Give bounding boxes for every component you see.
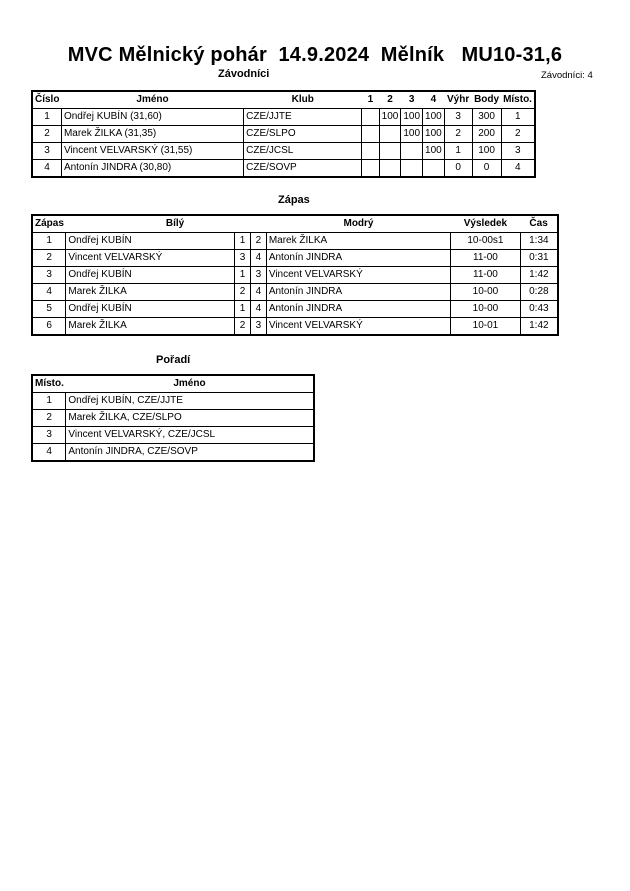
table-cell: 4 xyxy=(250,284,266,301)
table-row xyxy=(32,126,535,143)
table-cell: CZE/JCSL xyxy=(244,143,362,160)
table-cell: 1 xyxy=(235,267,251,284)
table-cell: Antonín JINDRA xyxy=(266,301,450,318)
page-title: MVC Mělnický pohár 14.9.2024 Mělník MU10-31,6 xyxy=(67,44,563,66)
table-cell: 3 xyxy=(235,250,251,267)
table-cell: 3 xyxy=(32,143,61,160)
table-cell: Marek ŽILKA xyxy=(66,284,235,301)
table-cell: 100 xyxy=(423,143,445,160)
table-cell: 3 xyxy=(250,318,266,336)
table-cell: Marek ŽILKA xyxy=(66,318,235,336)
table-cell xyxy=(362,109,379,126)
table-cell: Ondřej KUBÍN xyxy=(66,267,235,284)
table-cell: 2 xyxy=(444,126,472,143)
competitors-heading: Závodníci xyxy=(218,68,270,80)
table-cell: Antonín JINDRA xyxy=(266,284,450,301)
table-cell: 2 xyxy=(250,233,266,250)
table-cell: 1 xyxy=(32,233,66,250)
table-row xyxy=(32,267,558,284)
table-cell: 100 xyxy=(472,143,501,160)
table-cell: 4 xyxy=(501,160,535,178)
table-row xyxy=(32,284,558,301)
table-cell: 4 xyxy=(32,284,66,301)
table-cell: 10-01 xyxy=(451,318,521,336)
table-cell: CZE/SOVP xyxy=(244,160,362,178)
table-cell: 2 xyxy=(501,126,535,143)
table-cell: 100 xyxy=(401,109,423,126)
table-cell: 3 xyxy=(250,267,266,284)
table-cell: 0 xyxy=(472,160,501,178)
table-cell: 100 xyxy=(401,126,423,143)
table-row xyxy=(32,109,535,126)
table-row xyxy=(32,410,314,427)
table-cell: Marek ŽILKA, CZE/SLPO xyxy=(66,410,314,427)
table-cell: 200 xyxy=(472,126,501,143)
table-row xyxy=(32,143,535,160)
table-cell: CZE/JJTE xyxy=(244,109,362,126)
table-cell: 2 xyxy=(32,126,61,143)
table-cell: 3 xyxy=(32,267,66,284)
table-cell: 100 xyxy=(423,109,445,126)
table-cell xyxy=(362,143,379,160)
table-cell: Vincent VELVARSKÝ xyxy=(66,250,235,267)
column-header: 3 xyxy=(401,91,423,109)
table-cell: 4 xyxy=(32,444,66,462)
table-cell: 0:31 xyxy=(520,250,558,267)
table-cell: 4 xyxy=(32,160,61,178)
competitors-count: Závodníci: 4 xyxy=(541,70,593,81)
table-cell: Vincent VELVARSKÝ (31,55) xyxy=(61,143,243,160)
table-cell: Vincent VELVARSKÝ, CZE/JCSL xyxy=(66,427,314,444)
table-cell: 1:42 xyxy=(520,267,558,284)
table-cell: Antonín JINDRA, CZE/SOVP xyxy=(66,444,314,462)
table-cell: Marek ŽILKA (31,35) xyxy=(61,126,243,143)
table-cell xyxy=(401,160,423,178)
table-cell: Vincent VELVARSKÝ xyxy=(266,267,450,284)
table-cell: 300 xyxy=(472,109,501,126)
column-header: Body xyxy=(472,91,501,109)
column-header: 4 xyxy=(423,91,445,109)
table-cell xyxy=(379,126,401,143)
table-cell: 1 xyxy=(235,233,251,250)
column-header: 2 xyxy=(379,91,401,109)
table-cell: 10-00 xyxy=(451,284,521,301)
table-cell xyxy=(423,160,445,178)
column-header: Číslo xyxy=(32,91,61,109)
table-row xyxy=(32,160,535,178)
column-header: Jméno xyxy=(61,91,243,109)
column-header: Klub xyxy=(244,91,362,109)
table-cell: 3 xyxy=(501,143,535,160)
table-cell: 1:34 xyxy=(520,233,558,250)
column-header: Modrý xyxy=(266,215,450,233)
table-cell: 11-00 xyxy=(451,250,521,267)
table-cell: 6 xyxy=(32,318,66,336)
table-cell: 5 xyxy=(32,301,66,318)
competitors-table xyxy=(31,90,536,178)
table-cell: Vincent VELVARSKÝ xyxy=(266,318,450,336)
column-header: Místo. xyxy=(501,91,535,109)
table-cell xyxy=(362,160,379,178)
column-header: Výsledek xyxy=(451,215,521,233)
table-cell: Ondřej KUBÍN (31,60) xyxy=(61,109,243,126)
table-cell xyxy=(401,143,423,160)
table-cell: 1:42 xyxy=(520,318,558,336)
ranking-table xyxy=(31,374,315,462)
table-cell: 1 xyxy=(32,109,61,126)
table-cell: 100 xyxy=(423,126,445,143)
table-cell: CZE/SLPO xyxy=(244,126,362,143)
table-row xyxy=(32,427,314,444)
table-cell: 100 xyxy=(379,109,401,126)
table-row xyxy=(32,318,558,336)
table-cell xyxy=(379,160,401,178)
table-cell: 0:28 xyxy=(520,284,558,301)
table-cell: Ondřej KUBÍN xyxy=(66,301,235,318)
matches-table xyxy=(31,214,559,336)
column-header: Místo. xyxy=(32,375,66,393)
table-cell: Ondřej KUBÍN, CZE/JJTE xyxy=(66,393,314,410)
table-cell: Marek ŽILKA xyxy=(266,233,450,250)
table-row xyxy=(32,301,558,318)
table-cell: 1 xyxy=(235,301,251,318)
table-cell: 3 xyxy=(444,109,472,126)
table-cell: 2 xyxy=(235,318,251,336)
ranking-heading: Pořadí xyxy=(156,354,191,366)
table-cell: 10-00 xyxy=(451,301,521,318)
column-header: Zápas xyxy=(32,215,66,233)
table-cell: 10-00s1 xyxy=(451,233,521,250)
table-row xyxy=(32,444,314,462)
matches-heading: Zápas xyxy=(278,194,310,206)
table-cell: 1 xyxy=(501,109,535,126)
table-cell: Antonín JINDRA xyxy=(266,250,450,267)
table-cell: 3 xyxy=(32,427,66,444)
table-cell: Ondřej KUBÍN xyxy=(66,233,235,250)
table-cell xyxy=(379,143,401,160)
column-header: 1 xyxy=(362,91,379,109)
table-cell: 2 xyxy=(32,250,66,267)
table-cell: 4 xyxy=(250,301,266,318)
table-cell: 2 xyxy=(32,410,66,427)
table-cell: 4 xyxy=(250,250,266,267)
table-cell: 1 xyxy=(444,143,472,160)
table-cell: 2 xyxy=(235,284,251,301)
column-header: Jméno xyxy=(66,375,314,393)
column-header: Čas xyxy=(520,215,558,233)
table-cell xyxy=(362,126,379,143)
table-row xyxy=(32,233,558,250)
column-header: Výhr xyxy=(444,91,472,109)
table-cell: 0:43 xyxy=(520,301,558,318)
table-row xyxy=(32,250,558,267)
table-cell: 0 xyxy=(444,160,472,178)
table-cell: 1 xyxy=(32,393,66,410)
table-cell: Antonín JINDRA (30,80) xyxy=(61,160,243,178)
table-row xyxy=(32,393,314,410)
table-cell: 11-00 xyxy=(451,267,521,284)
column-header: Bílý xyxy=(66,215,266,233)
